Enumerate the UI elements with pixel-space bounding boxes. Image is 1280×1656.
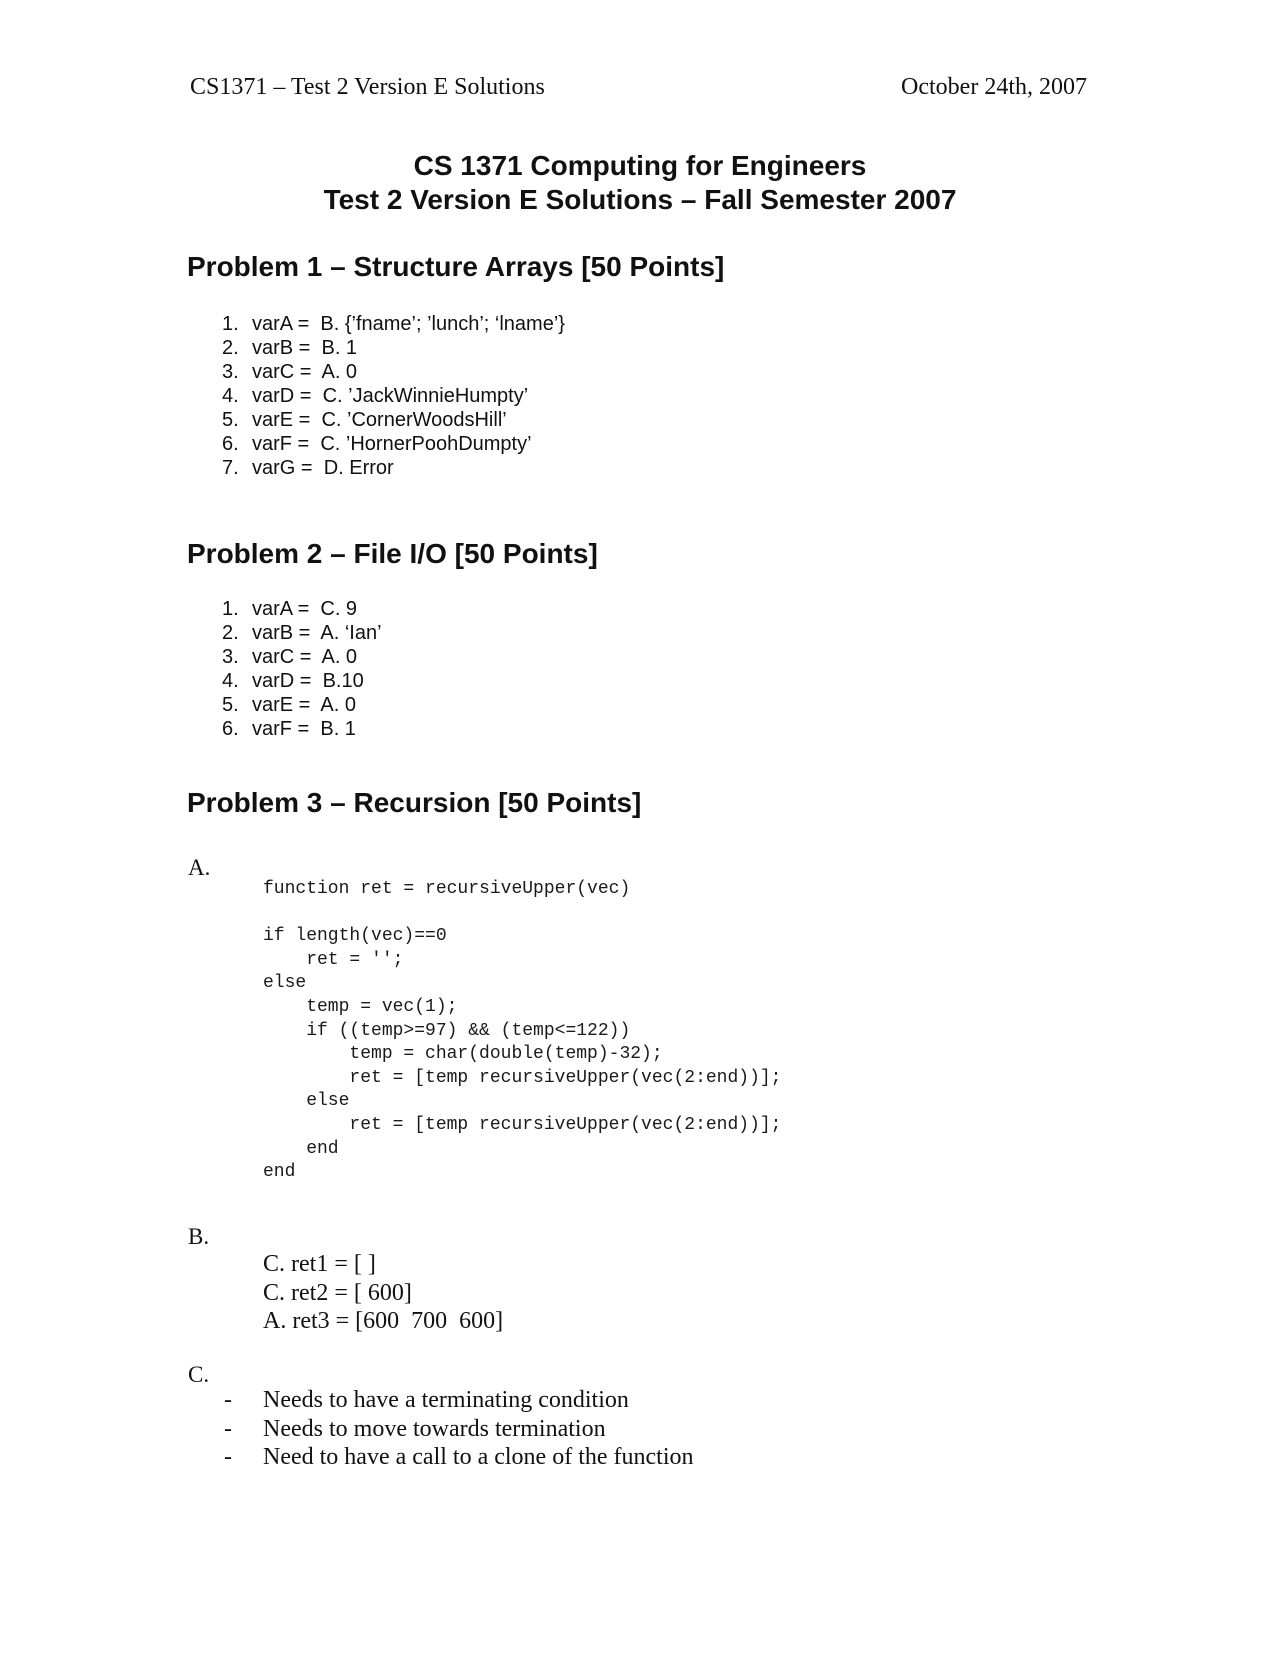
item-answer: varG = D. Error [252,457,394,479]
list-item [222,456,565,480]
part-b-answers [263,1250,503,1336]
bullet-dash: - [224,1444,232,1470]
item-number: 3. [222,361,239,383]
problem-2-heading: Problem 2 – File I/O [50 Points] [187,538,598,569]
list-item [222,312,565,336]
item-number: 5. [222,409,239,431]
problem-1-answer-list [222,312,565,480]
item-number: 5. [222,694,239,716]
list-item [224,1415,694,1444]
item-answer: varA = C. 9 [252,598,358,620]
list-item [222,621,382,645]
part-c-label: C. [188,1362,210,1387]
list-item [224,1386,694,1415]
list-item [222,432,565,456]
item-number: 7. [222,457,239,479]
code-listing: function ret = recursiveUpper(vec) if length(vec)==0 ret = ''; else temp = vec(1); if ((temp>=97) && (temp<=122)) temp = char(double(temp)-32); ret = [temp recursiveUpper(vec(2:end))]; else ret = [temp recursiveUpper(vec(2:end))]; end end [263,879,782,1183]
answer-line: C. ret2 = [ 600] [263,1279,412,1306]
item-number: 2. [222,622,239,644]
item-answer: varB = B. 1 [252,337,358,359]
item-answer: varC = A. 0 [252,361,358,383]
list-item [222,408,565,432]
item-number: 4. [222,670,239,692]
bullet-dash: - [224,1415,232,1442]
list-item [222,384,565,408]
answer-line: C. ret1 = [ ] [263,1251,376,1277]
item-answer: varE = A. 0 [252,694,356,716]
list-item [222,717,382,741]
document-title: CS 1371 Computing for Engineers [413,150,867,181]
problem-2-answer-list [222,597,382,741]
item-number: 6. [222,718,239,740]
list-item [222,645,382,669]
part-a-label: A. [188,855,211,880]
bullet-dash: - [224,1387,232,1413]
item-text: Needs to move towards termination [263,1415,606,1442]
item-number: 4. [222,385,239,407]
item-answer: varC = A. 0 [252,646,358,668]
list-item [222,360,565,384]
item-text: Needs to have a terminating condition [263,1387,629,1413]
list-item [222,669,382,693]
running-header-date: October 24th, 2007 [901,74,1087,100]
item-number: 2. [222,337,239,359]
item-answer: varB = A. ‘Ian’ [252,622,382,644]
item-answer: varD = B.10 [252,670,364,692]
part-c-list [224,1386,694,1472]
item-number: 6. [222,433,239,455]
item-number: 3. [222,646,239,668]
list-item [222,597,382,621]
problem-1-heading: Problem 1 – Structure Arrays [50 Points] [187,251,725,282]
item-answer: varA = B. {’fname’; ’lunch’; ‘lname’} [252,313,565,335]
answer-line: A. ret3 = [600 700 600] [263,1308,504,1334]
item-answer: varF = B. 1 [252,718,356,740]
problem-3-heading: Problem 3 – Recursion [50 Points] [187,787,642,818]
item-text: Need to have a call to a clone of the function [263,1444,694,1470]
document-subtitle: Test 2 Version E Solutions – Fall Semester 2007 [323,184,957,215]
item-answer: varD = C. ’JackWinnieHumpty’ [252,385,529,407]
running-header-title: CS1371 – Test 2 Version E Solutions [190,74,545,100]
part-b-label: B. [188,1224,210,1249]
item-answer: varF = C. ’HornerPoohDumpty’ [252,433,532,455]
item-number: 1. [222,313,239,335]
list-item [222,336,565,360]
item-number: 1. [222,598,239,620]
item-answer: varE = C. ’CornerWoodsHill’ [252,409,507,431]
list-item [224,1443,694,1472]
list-item [222,693,382,717]
